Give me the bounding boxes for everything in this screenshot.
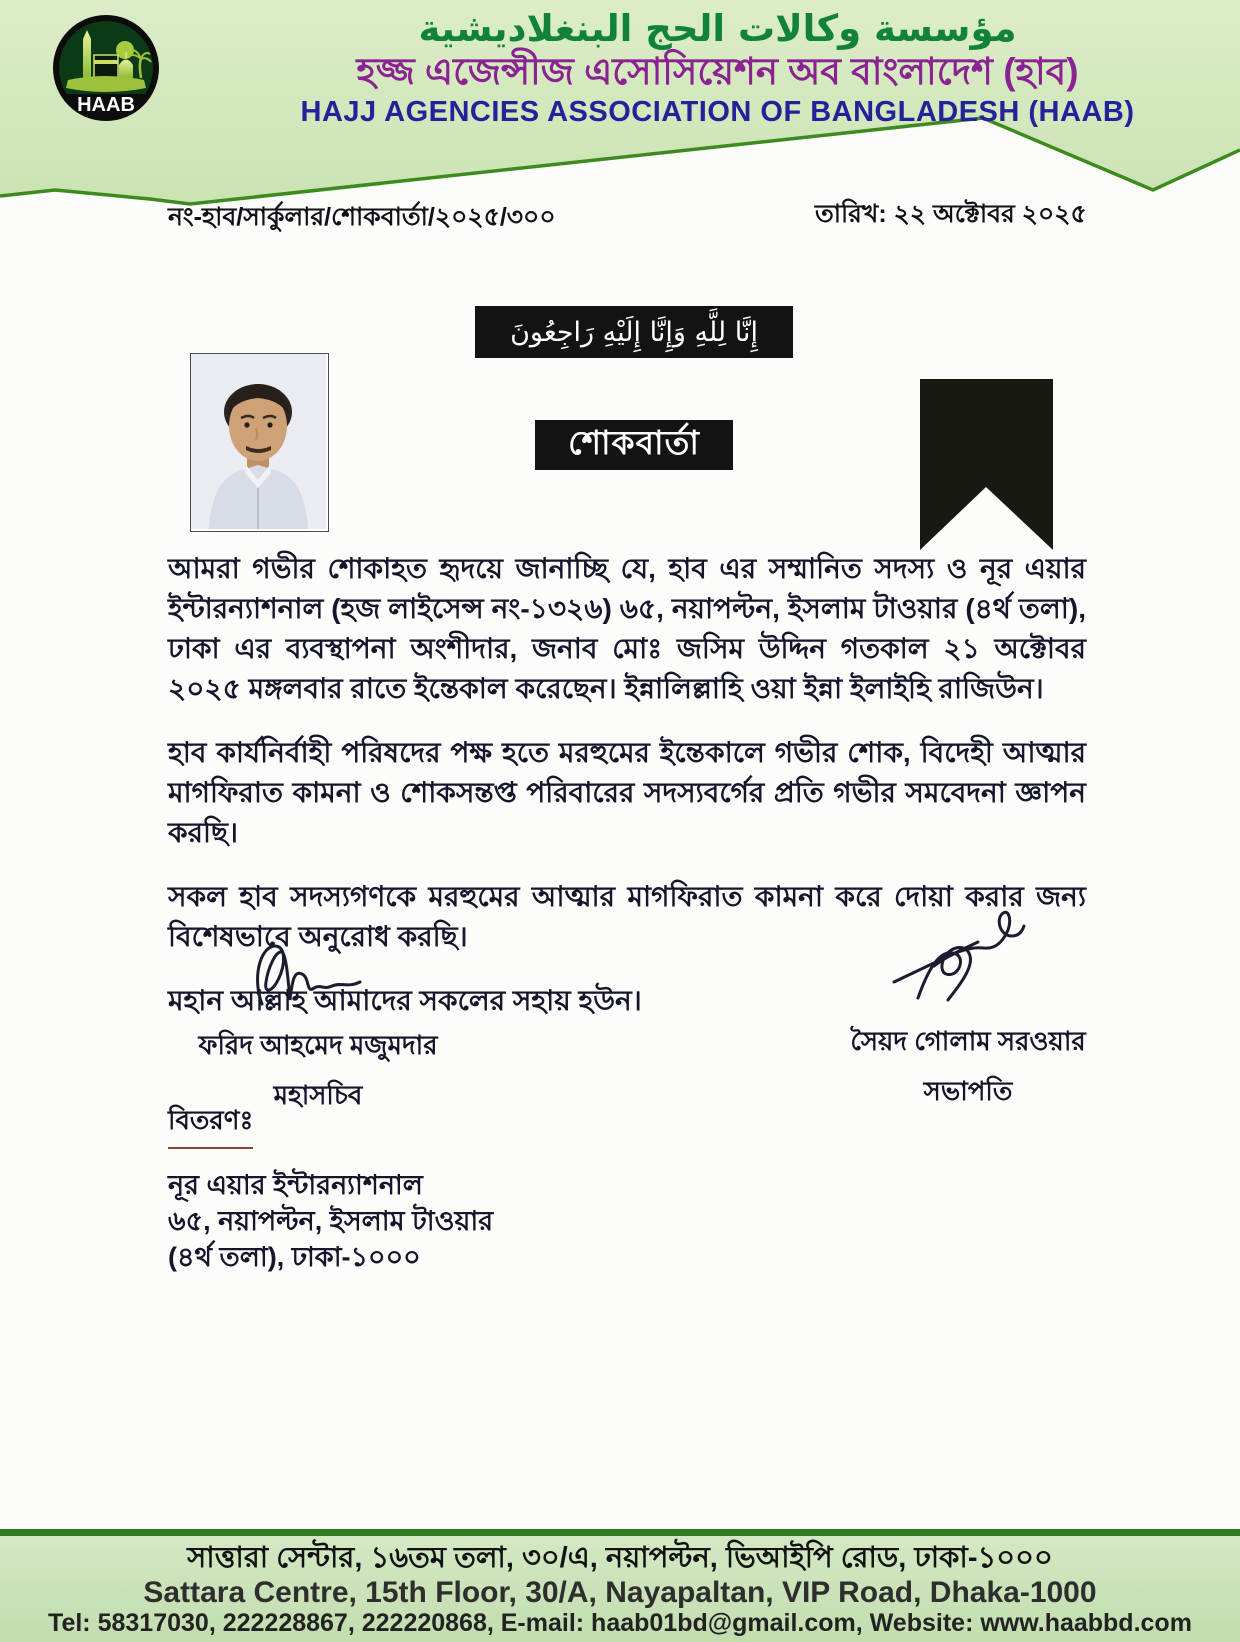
header-title-arabic: مؤسسة وكالات الحج البنغلاديشية — [418, 7, 1017, 50]
haab-logo — [52, 14, 160, 122]
condolence-paragraph-2: হাব কার্যনির্বাহী পরিষদের পক্ষ হতে মরহুমের ইন্তেকালে গভীর শোক, বিদেহী আত্মার মাগফিরাত কামনা ও শোকসন্তপ্ত পরিবারের সদস্যবর্গের প্রতি গভীর সমবেদনা জ্ঞাপন করছি। — [168, 737, 1086, 849]
signature-block-president — [818, 902, 1118, 1115]
footer-address-english: Sattara Centre, 15th Floor, 30/A, Nayapaltan, VIP Road, Dhaka-1000 — [143, 1575, 1097, 1609]
issue-date: তারিখ: ২২ অক্টোবর ২০২৫ — [815, 200, 1087, 228]
notice-title-banner: শোকবার্তা — [535, 420, 733, 470]
distribution-section — [168, 1100, 493, 1276]
header-title-english: HAJJ AGENCIES ASSOCIATION OF BANGLADESH (HAAB) — [300, 96, 1135, 128]
portrait-image — [191, 354, 326, 529]
footer-band — [0, 1529, 1240, 1642]
signature-mark-left — [248, 938, 388, 1018]
haab-logo-text: HAAB — [77, 94, 135, 116]
ref-number: নং-হাব/সার্কুলার/শোকবার্তা/২০২৫/৩০০ — [168, 203, 556, 231]
distribution-line: নূর এয়ার ইন্টারন্যাশনাল — [168, 1170, 423, 1200]
condolence-paragraph-3: সকল হাব সদস্যগণকে মরহুমের আত্মার মাগফিরাত কামনা করে দোয়া করার জন্য বিশেষভাবে অনুরোধ করছি। — [168, 881, 1086, 953]
footer-address-bengali: সাত্তারা সেন্টার, ১৬তম তলা, ৩০/এ, নয়াপল্টন, ভিআইপি রোড, ঢাকা-১০০০ — [187, 1542, 1053, 1574]
header-title-bengali: হজ্জ এজেন্সীজ এসোসিয়েশন অব বাংলাদেশ (হাব) — [356, 51, 1079, 92]
footer-contact-line: Tel: 58317030, 222228867, 222220868, E-mail: haab01bd@gmail.com, Website: www.haabbd.com — [48, 1608, 1192, 1637]
haab-logo-icon — [52, 14, 160, 122]
signature-block-secretary — [178, 938, 458, 1119]
condolence-paragraph-4: মহান আল্লাহ আমাদের সকলের সহায় হউন। — [168, 985, 642, 1017]
signature-mark-right — [888, 902, 1048, 1014]
signatory-name: ফরিদ আহমেদ মজুমদার — [198, 1030, 438, 1060]
signatory-title: মহাসচিব — [273, 1080, 363, 1110]
distribution-heading: বিতরণঃ — [168, 1100, 253, 1149]
signatory-title: সভাপতি — [923, 1076, 1013, 1106]
mourning-ribbon-icon — [920, 379, 1053, 551]
condolence-paragraph-1: আমরা গভীর শোকাহত হৃদয়ে জানাচ্ছি যে, হাব এর সম্মানিত সদস্য ও নূর এয়ার ইন্টারন্যাশনাল (হজ লাইসেন্স নং-১৩২৬) ৬৫, নয়াপল্টন, ইসলাম টাওয়ার (৪র্থ তলা), ঢাকা এর ব্যবস্থাপনা অংশীদার, জনাব মোঃ জসিম উদ্দিন গতকাল ২১ অক্টোবর ২০২৫ মঙ্গলবার রাতে ইন্তেকাল করেছেন। ইন্নালিল্লাহি ওয়া ইন্না ইলাইহি রাজিউন। — [168, 553, 1086, 705]
arabic-inscription-banner: إِنَّا لِلَّهِ وَإِنَّا إِلَيْهِ رَاجِعُونَ — [475, 306, 793, 358]
deceased-photo — [190, 353, 329, 532]
distribution-line: (৪র্থ তলা), ঢাকা-১০০০ — [168, 1242, 421, 1273]
distribution-line: ৬৫, নয়াপল্টন, ইসলাম টাওয়ার — [168, 1206, 494, 1237]
signatory-name: সৈয়দ গোলাম সরওয়ার — [850, 1026, 1086, 1056]
